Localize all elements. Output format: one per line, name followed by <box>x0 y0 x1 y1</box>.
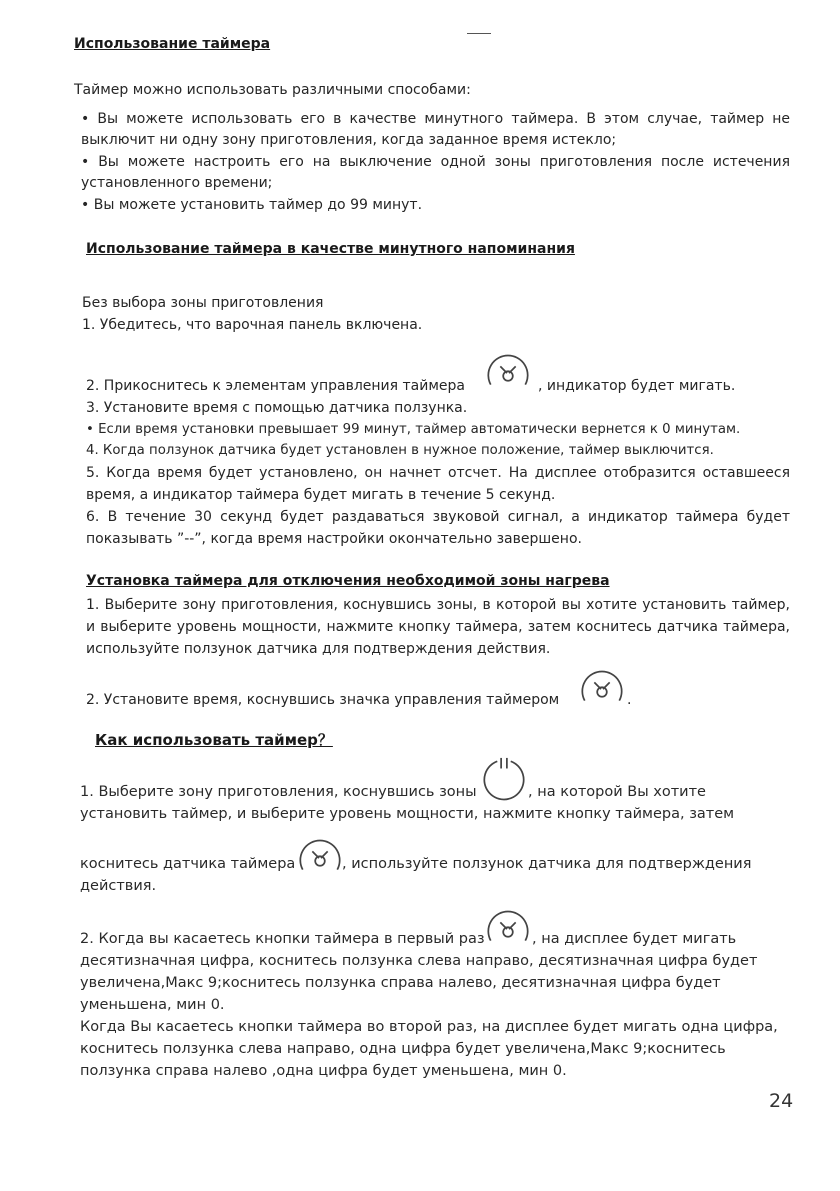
step-3: 3. Установите время с помощью датчика ползунка. <box>86 400 468 416</box>
zone-step-1-line-2: и выберите уровень мощности, нажмите кнопку таймера, затем коснитесь датчика таймера, <box>86 619 790 635</box>
howto-p3-line-1: Когда Вы касаетесь кнопки таймера во второй раз, на дисплее будет мигать одна цифра, <box>80 1019 778 1035</box>
howto-p2-line-1a: 2. Когда вы касаетесь кнопки таймера в первый раз <box>80 931 485 947</box>
howto-p3-line-3: ползунка справа налево ,одна цифра будет уменьшена, мин 0. <box>80 1063 567 1079</box>
howto-p1-line-4: действия. <box>80 878 157 894</box>
step-6-line-1: 6. В течение 30 секунд будет раздаваться звуковой сигнал, а индикатор таймера будет <box>86 509 790 525</box>
section-title-timer: Использование таймера <box>74 36 271 52</box>
howto-p1-line-1b: , на которой Вы хотите <box>528 784 706 800</box>
timer-icon <box>578 668 626 716</box>
header-divider <box>467 33 491 34</box>
howto-p2-line-2: десятизначная цифра, коснитесь ползунка слева направо, десятизначная цифра будет <box>80 953 758 969</box>
step-6-line-2: показывать ”--”, когда время настройки окончательно завершено. <box>86 531 582 547</box>
howto-p1-line-3b: , используйте ползунок датчика для подтверждения <box>342 856 752 872</box>
section-title-zone: Установка таймера для отключения необходимой зоны нагрева <box>86 573 610 589</box>
intro-text: Таймер можно использовать различными способами: <box>74 82 471 98</box>
howto-p1-line-3a: коснитесь датчика таймера <box>80 856 296 872</box>
zone-select-icon <box>480 756 528 804</box>
step-4: 4. Когда ползунок датчика будет установлен в нужное положение, таймер выключится. <box>86 443 714 458</box>
bullet-1-line-2: выключит ни одну зону приготовления, когда заданное время истекло; <box>81 132 617 148</box>
step-3-bullet: • Если время установки превышает 99 минут, таймер автоматически вернется к 0 минутам. <box>86 422 741 437</box>
step-2-part-b: , индикатор будет мигать. <box>538 378 736 394</box>
step-5-line-2: время, а индикатор таймера будет мигать в течение 5 секунд. <box>86 487 556 503</box>
step-2-part-a: 2. Прикоснитесь к элементам управления таймера <box>86 378 465 394</box>
howto-p2-line-4: уменьшена, мин 0. <box>80 997 225 1013</box>
no-zone-text: Без выбора зоны приготовления <box>82 295 324 311</box>
timer-icon <box>484 908 532 956</box>
bullet-3: • Вы можете установить таймер до 99 минут. <box>81 197 423 213</box>
howto-p1-line-1a: 1. Выберите зону приготовления, коснувшись зоны <box>80 784 477 800</box>
timer-icon <box>484 352 532 400</box>
zone-step-2: 2. Установите время, коснувшись значка управления таймером <box>86 692 560 708</box>
page-number: 24 <box>769 1090 794 1112</box>
timer-icon <box>296 837 344 885</box>
howto-p1-line-2: установить таймер, и выберите уровень мощности, нажмите кнопку таймера, затем <box>80 806 735 822</box>
section-title-howto: Как использовать таймер？ <box>95 731 333 749</box>
howto-p3-line-2: коснитесь ползунка слева направо, одна цифра будет увеличена,Макс 9;коснитесь <box>80 1041 726 1057</box>
howto-p2-line-1b: , на дисплее будет мигать <box>532 931 737 947</box>
bullet-2-line-1: • Вы можете настроить его на выключение одной зоны приготовления после истечения <box>81 154 790 170</box>
zone-step-1-line-3: используйте ползунок датчика для подтверждения действия. <box>86 641 551 657</box>
section-title-reminder: Использование таймера в качестве минутного напоминания <box>86 241 575 257</box>
zone-step-1-line-1: 1. Выберите зону приготовления, коснувшись зоны, в которой вы хотите установить таймер, <box>86 597 790 613</box>
step-5-line-1: 5. Когда время будет установлено, он начнет отсчет. На дисплее отобразится оставшееся <box>86 465 790 481</box>
howto-p2-line-3: увеличена,Макс 9;коснитесь ползунка справа налево, десятизначная цифра будет <box>80 975 721 991</box>
bullet-1-line-1: • Вы можете использовать его в качестве минутного таймера. В этом случае, таймер не <box>81 111 790 127</box>
zone-step-2-end: . <box>627 692 632 708</box>
step-1: 1. Убедитесь, что варочная панель включена. <box>82 317 423 333</box>
bullet-2-line-2: установленного времени; <box>81 175 273 191</box>
